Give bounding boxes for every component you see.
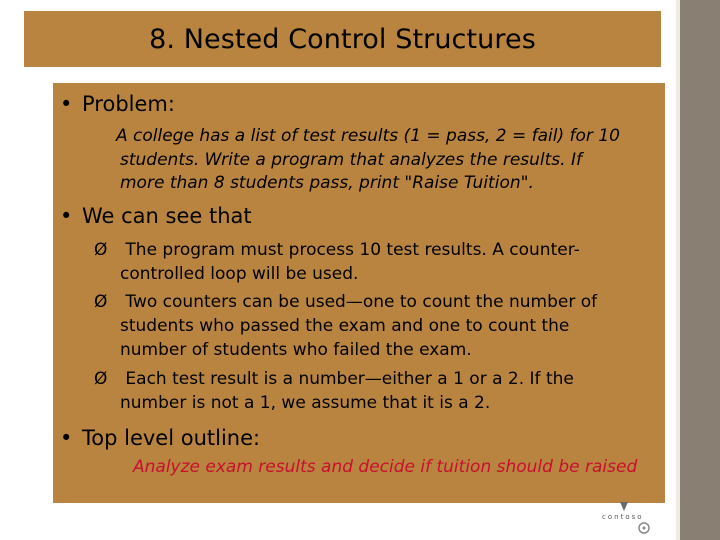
bullet-problem — [60, 92, 175, 116]
arrow-icon: Ø — [94, 369, 108, 389]
logo-text: contoso — [602, 513, 644, 521]
problem-line-2: students. Write a program that analyzes the results. If — [120, 150, 582, 170]
arrow-item-3 — [94, 367, 660, 415]
bullet-dot: • — [60, 426, 73, 450]
bullet-top-level — [60, 426, 260, 450]
arrow-item-line: The program must process 10 test results. A counter- — [125, 240, 580, 260]
arrow-item-line: controlled loop will be used. — [120, 264, 359, 284]
bullet-label: Top level outline: — [82, 426, 261, 450]
arrow-item-line: Each test result is a number—either a 1 or a 2. If the — [125, 369, 574, 389]
arrow-item-2 — [94, 290, 660, 362]
title-bar — [24, 11, 661, 67]
bullet-label: Problem: — [82, 92, 175, 116]
bullet-we-can-see — [60, 204, 252, 228]
arrow-item-line: number of students who failed the exam. — [120, 340, 472, 360]
bullet-dot: • — [60, 204, 73, 228]
slide-title: 8. Nested Control Structures — [149, 23, 536, 55]
arrow-item-line: students who passed the exam and one to count the — [120, 316, 570, 336]
arrow-item-line: number is not a 1, we assume that it is a 2. — [120, 393, 491, 413]
arrow-item-1 — [94, 238, 660, 286]
arrow-icon: Ø — [94, 292, 108, 312]
bullet-dot: • — [60, 92, 73, 116]
arrow-icon: Ø — [94, 240, 108, 260]
bullet-label: We can see that — [82, 204, 252, 228]
arrow-item-line: Two counters can be used—one to count the number of — [125, 292, 598, 312]
problem-line-1: A college has a list of test results (1 = pass, 2 = fail) for 10 — [116, 126, 620, 146]
side-band — [680, 0, 720, 540]
problem-line-3: more than 8 students pass, print "Raise Tuition". — [120, 173, 534, 193]
outline-text: Analyze exam results and decide if tuition should be raised — [133, 457, 638, 477]
